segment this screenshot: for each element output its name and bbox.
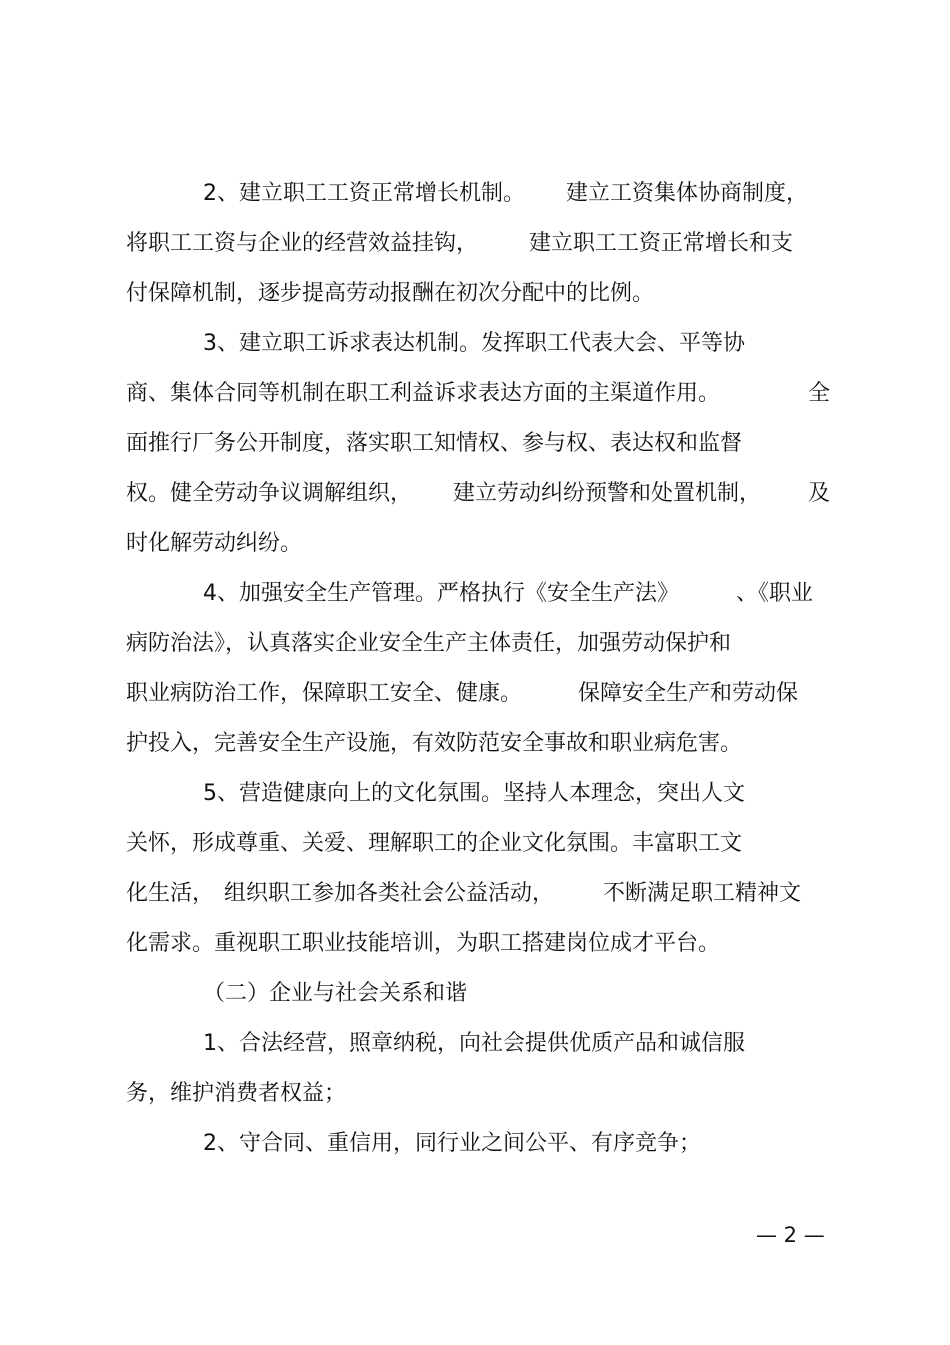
text-line [0, 877, 950, 911]
text-line [0, 1027, 950, 1061]
text-line [0, 1077, 950, 1111]
text-segment: 病防治法》，认真落实企业安全生产主体责任，加强劳动保护和 [126, 631, 732, 656]
text-line [0, 427, 950, 461]
section-heading [0, 977, 950, 1011]
text-segment: 护投入，完善安全生产设施，有效防范安全事故和职业病危害。 [126, 731, 743, 756]
text-segment: 权。健全劳动争议调解组织， [126, 481, 413, 506]
text-line [0, 527, 950, 561]
text-segment: 务，维护消费者权益； [126, 1081, 347, 1106]
text-line [0, 927, 950, 961]
text-segment: 付保障机制，逐步提高劳动报酬在初次分配中的比例。 [126, 281, 655, 306]
text-line [0, 727, 950, 761]
text-line [0, 177, 950, 211]
text-line [0, 277, 950, 311]
text-line [0, 577, 950, 611]
text-segment: （二）企业与社会关系和谐 [203, 981, 468, 1006]
text-segment: 及 [808, 481, 831, 506]
text-segment: 、《职业 [736, 581, 814, 606]
text-segment: 3、建立职工诉求表达机制。发挥职工代表大会、平等协 [203, 331, 745, 356]
text-segment: 将职工工资与企业的经营效益挂钩， [126, 231, 479, 256]
text-line [0, 827, 950, 861]
text-segment: 组织职工参加各类社会公益活动， [224, 881, 555, 906]
text-line [0, 377, 950, 411]
text-line [0, 227, 950, 261]
text-segment: 建立职工工资正常增长和支 [529, 231, 794, 256]
text-segment: 不断满足职工精神文 [603, 881, 802, 906]
text-segment: 5、营造健康向上的文化氛围。坚持人本理念，突出人文 [203, 781, 745, 806]
text-line [0, 1127, 950, 1161]
text-line [0, 777, 950, 811]
text-segment: 1、合法经营，照章纳税，向社会提供优质产品和诚信服 [203, 1031, 745, 1056]
text-segment: 时化解劳动纠纷。 [126, 531, 303, 556]
text-segment: 4、加强安全生产管理。严格执行《安全生产法》 [203, 581, 679, 606]
text-line [0, 327, 950, 361]
text-segment: 面推行厂务公开制度，落实职工知情权、参与权、表达权和监督 [126, 431, 743, 456]
page-number: — 2 — [756, 1223, 825, 1247]
text-segment: 全 [808, 381, 831, 406]
text-segment: 2、建立职工工资正常增长机制。 [203, 181, 525, 206]
text-segment: 化需求。重视职工职业技能培训，为职工搭建岗位成才平台。 [126, 931, 721, 956]
text-line [0, 677, 950, 711]
text-segment: 关怀，形成尊重、关爱、理解职工的企业文化氛围。丰富职工文 [126, 831, 743, 856]
text-segment: 化生活， [126, 881, 215, 906]
text-line [0, 477, 950, 511]
text-segment: 商、集体合同等机制在职工利益诉求表达方面的主渠道作用。 [126, 381, 721, 406]
text-segment: 保障安全生产和劳动保 [578, 681, 799, 706]
text-segment: 2、守合同、重信用，同行业之间公平、有序竞争； [203, 1131, 701, 1156]
text-segment: 职业病防治工作，保障职工安全、健康。 [126, 681, 523, 706]
text-segment: 建立工资集体协商制度， [566, 181, 809, 206]
text-line [0, 627, 950, 661]
text-segment: 建立劳动纠纷预警和处置机制， [453, 481, 762, 506]
